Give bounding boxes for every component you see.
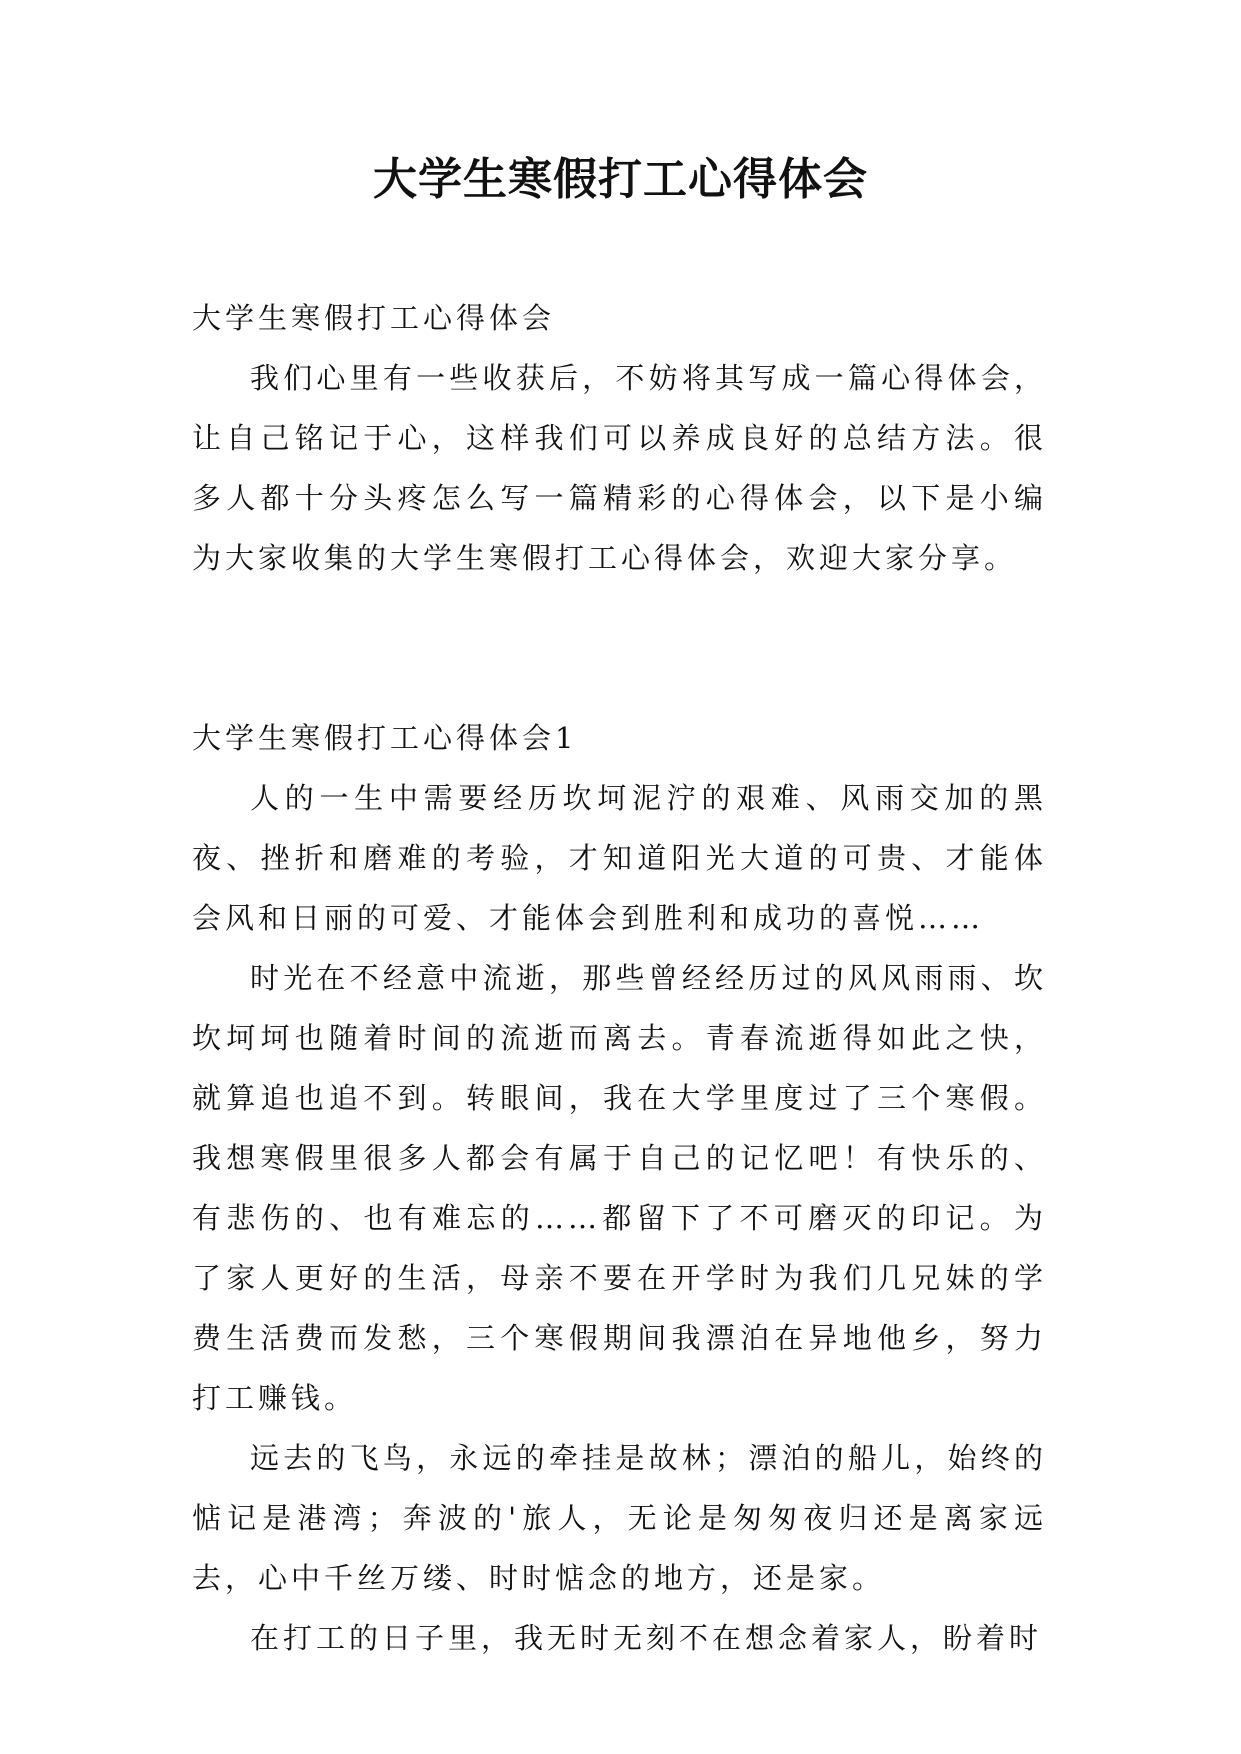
body-paragraph: 时光在不经意中流逝，那些曾经经历过的风风雨雨、坎坎坷坷也随着时间的流逝而离去。青春流逝得如此之快，就算追也追不到。转眼间，我在大学里度过了三个寒假。我想寒假里很多人都会有属于自己的记忆吧！有快乐的、有悲伤的、也有难忘的……都留下了不可磨灭的印记。为了家人更好的生活，母亲不要在开学时为我们几兄妹的学费生活费而发愁，三个寒假期间我漂泊在异地他乡，努力打工赚钱。: [192, 961, 1047, 1415]
intro-heading: 大学生寒假打工心得体会: [192, 301, 556, 335]
intro-paragraph: 我们心里有一些收获后，不妨将其写成一篇心得体会，让自己铭记于心，这样我们可以养成良好的总结方法。很多人都十分头疼怎么写一篇精彩的心得体会，以下是小编为大家收集的大学生寒假打工心得体会，欢迎大家分享。: [192, 361, 1047, 575]
body-paragraph: 人的一生中需要经历坎坷泥泞的艰难、风雨交加的黑夜、挫折和磨难的考验，才知道阳光大道的可贵、才能体会风和日丽的可爱、才能体会到胜利和成功的喜悦……: [192, 781, 1047, 935]
section-spacer: [192, 588, 1047, 708]
section-heading: 大学生寒假打工心得体会1: [192, 721, 578, 755]
document-title: 大学生寒假打工心得体会: [373, 154, 868, 205]
document-body: [192, 288, 1047, 1668]
body-paragraph: 远去的飞鸟，永远的牵挂是故林；漂泊的船儿，始终的惦记是港湾；奔波的'旅人，无论是匆匆夜归还是离家远去，心中千丝万缕、时时惦念的地方，还是家。: [192, 1441, 1047, 1595]
body-paragraph: 在打工的日子里，我无时无刻不在想念着家人，盼着时: [250, 1621, 1043, 1655]
